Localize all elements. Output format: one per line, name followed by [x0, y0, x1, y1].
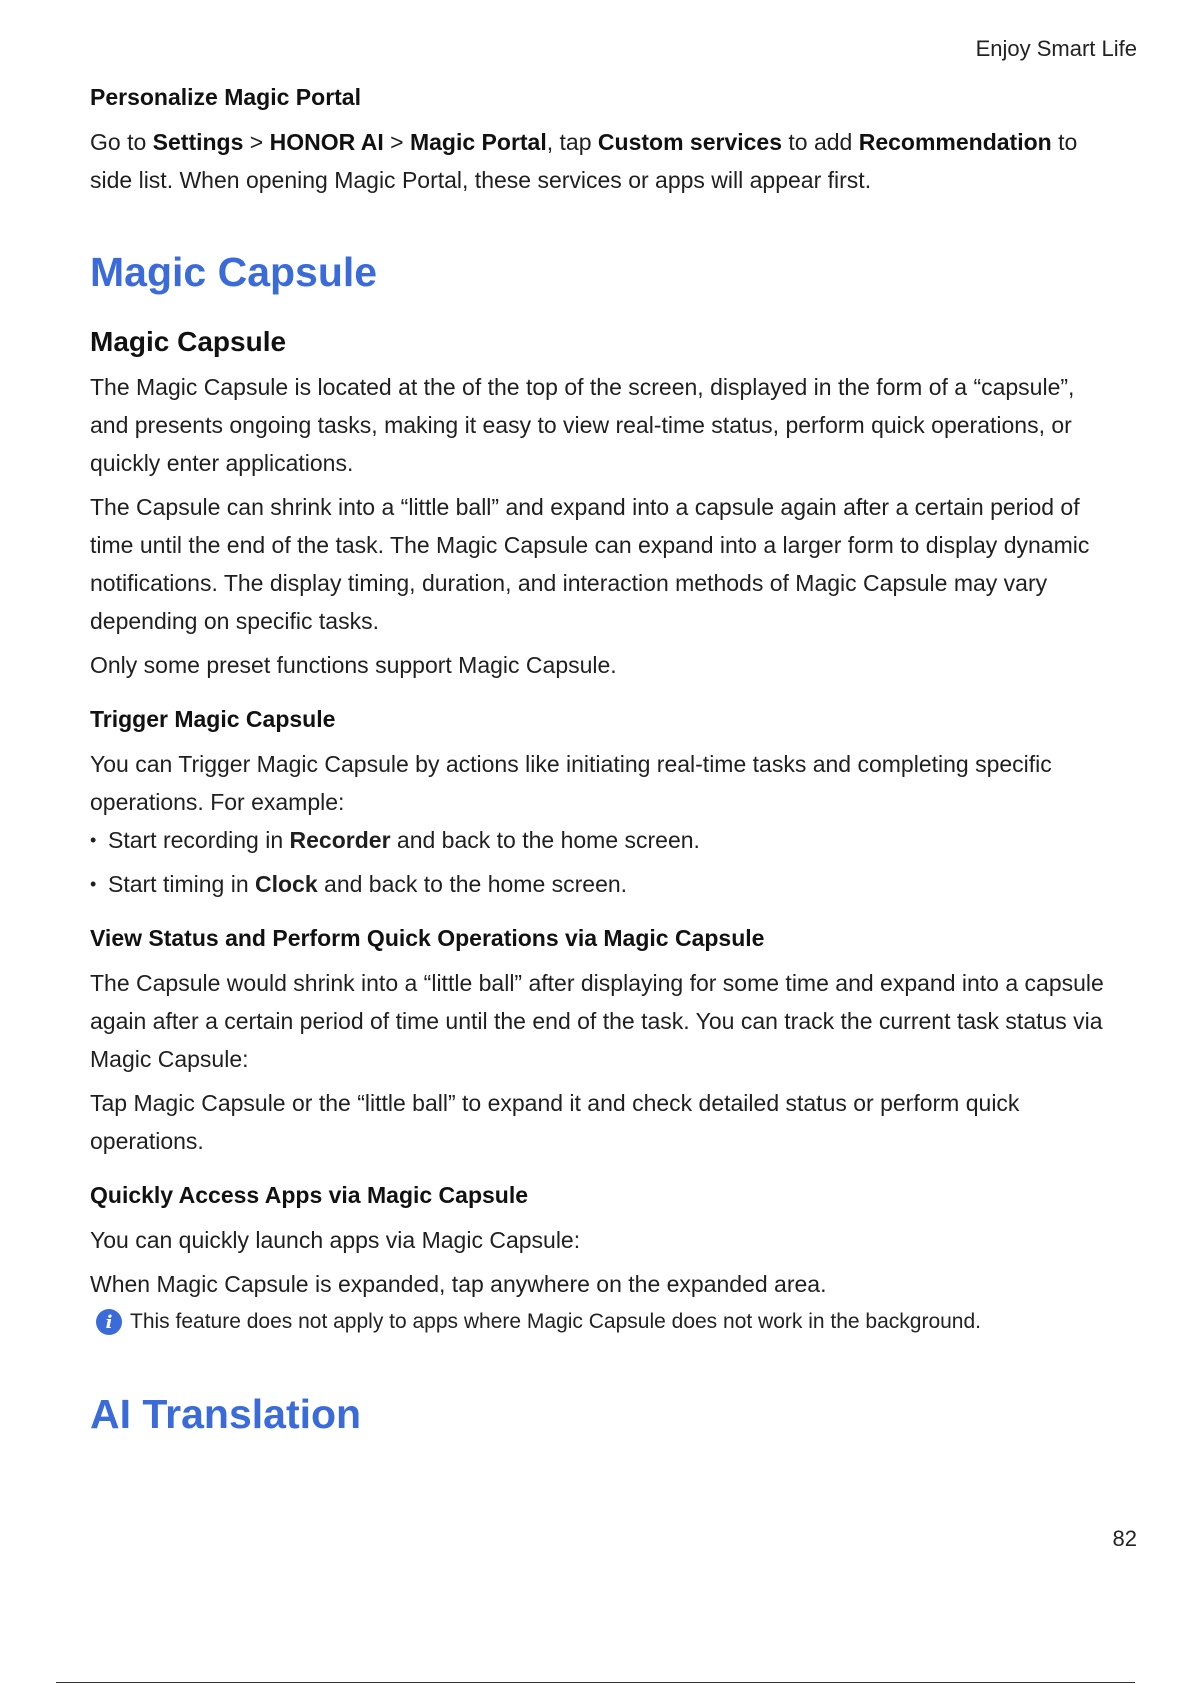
section-title-magic-capsule: Magic Capsule: [90, 249, 378, 295]
quick-access-paragraph-1: You can quickly launch apps via Magic Capsule:: [90, 1227, 581, 1253]
view-status-paragraph-1: The Capsule would shrink into a “little ball” after displaying for some time and expand into a capsule again after a certain period of time until the end of the task. You can track the current task status via Magic Capsule:: [90, 970, 1104, 1072]
trigger-examples-list: [90, 821, 1115, 903]
list-item: • Start timing in Clock and back to the home screen.: [90, 865, 1115, 903]
trigger-heading: Trigger Magic Capsule: [90, 706, 336, 732]
personalize-paragraph: Go to Settings > HONOR AI > Magic Portal, tap Custom services to add Recommendation to side list. When opening Magic Portal, these services or apps will appear first.: [90, 129, 1078, 193]
quick-access-paragraph-2: When Magic Capsule is expanded, tap anywhere on the expanded area.: [90, 1271, 827, 1297]
clock-term: Clock: [255, 871, 318, 897]
personalize-heading: Personalize Magic Portal: [90, 84, 361, 110]
footer-divider: [56, 1682, 1135, 1683]
topic-title-magic-capsule: Magic Capsule: [90, 326, 287, 357]
recommendation-term: Recommendation: [858, 129, 1052, 155]
magic-portal-term: Magic Portal: [409, 129, 547, 155]
bullet-icon: •: [90, 830, 97, 850]
note: [96, 1309, 1115, 1335]
section-title-ai-translation: AI Translation: [90, 1391, 362, 1437]
trigger-paragraph: You can Trigger Magic Capsule by actions like initiating real-time tasks and completing specific operations. For example:: [90, 751, 1052, 815]
page-content: [90, 84, 1115, 1438]
view-status-paragraph-2: Tap Magic Capsule or the “little ball” to expand it and check detailed status or perform quick operations.: [90, 1090, 1020, 1154]
view-status-heading: View Status and Perform Quick Operations via Magic Capsule: [90, 925, 765, 951]
capsule-paragraph-2: The Capsule can shrink into a “little ball” and expand into a capsule again after a certain period of time until the end of the task. The Magic Capsule can expand into a larger form to display dynamic notifications. The display timing, duration, and interaction methods of Magic Capsule may vary depending on specific tasks.: [90, 494, 1090, 634]
running-header: Enjoy Smart Life: [975, 36, 1137, 61]
recorder-term: Recorder: [289, 827, 391, 853]
note-text: This feature does not apply to apps where Magic Capsule does not work in the background.: [130, 1310, 982, 1333]
honor-ai-term: HONOR AI: [269, 129, 384, 155]
list-item: • Start recording in Recorder and back to the home screen.: [90, 821, 1115, 859]
quick-access-heading: Quickly Access Apps via Magic Capsule: [90, 1182, 529, 1208]
custom-services-term: Custom services: [597, 129, 782, 155]
capsule-paragraph-3: Only some preset functions support Magic Capsule.: [90, 652, 617, 678]
info-icon: i: [96, 1309, 122, 1335]
settings-term: Settings: [152, 129, 244, 155]
capsule-paragraph-1: The Magic Capsule is located at the of the top of the screen, displayed in the form of a “capsule”, and presents ongoing tasks, making it easy to view real-time status, perform quick operations, or quickly enter applications.: [90, 374, 1075, 476]
bullet-icon: •: [90, 874, 97, 894]
page-number: 82: [1112, 1526, 1137, 1551]
